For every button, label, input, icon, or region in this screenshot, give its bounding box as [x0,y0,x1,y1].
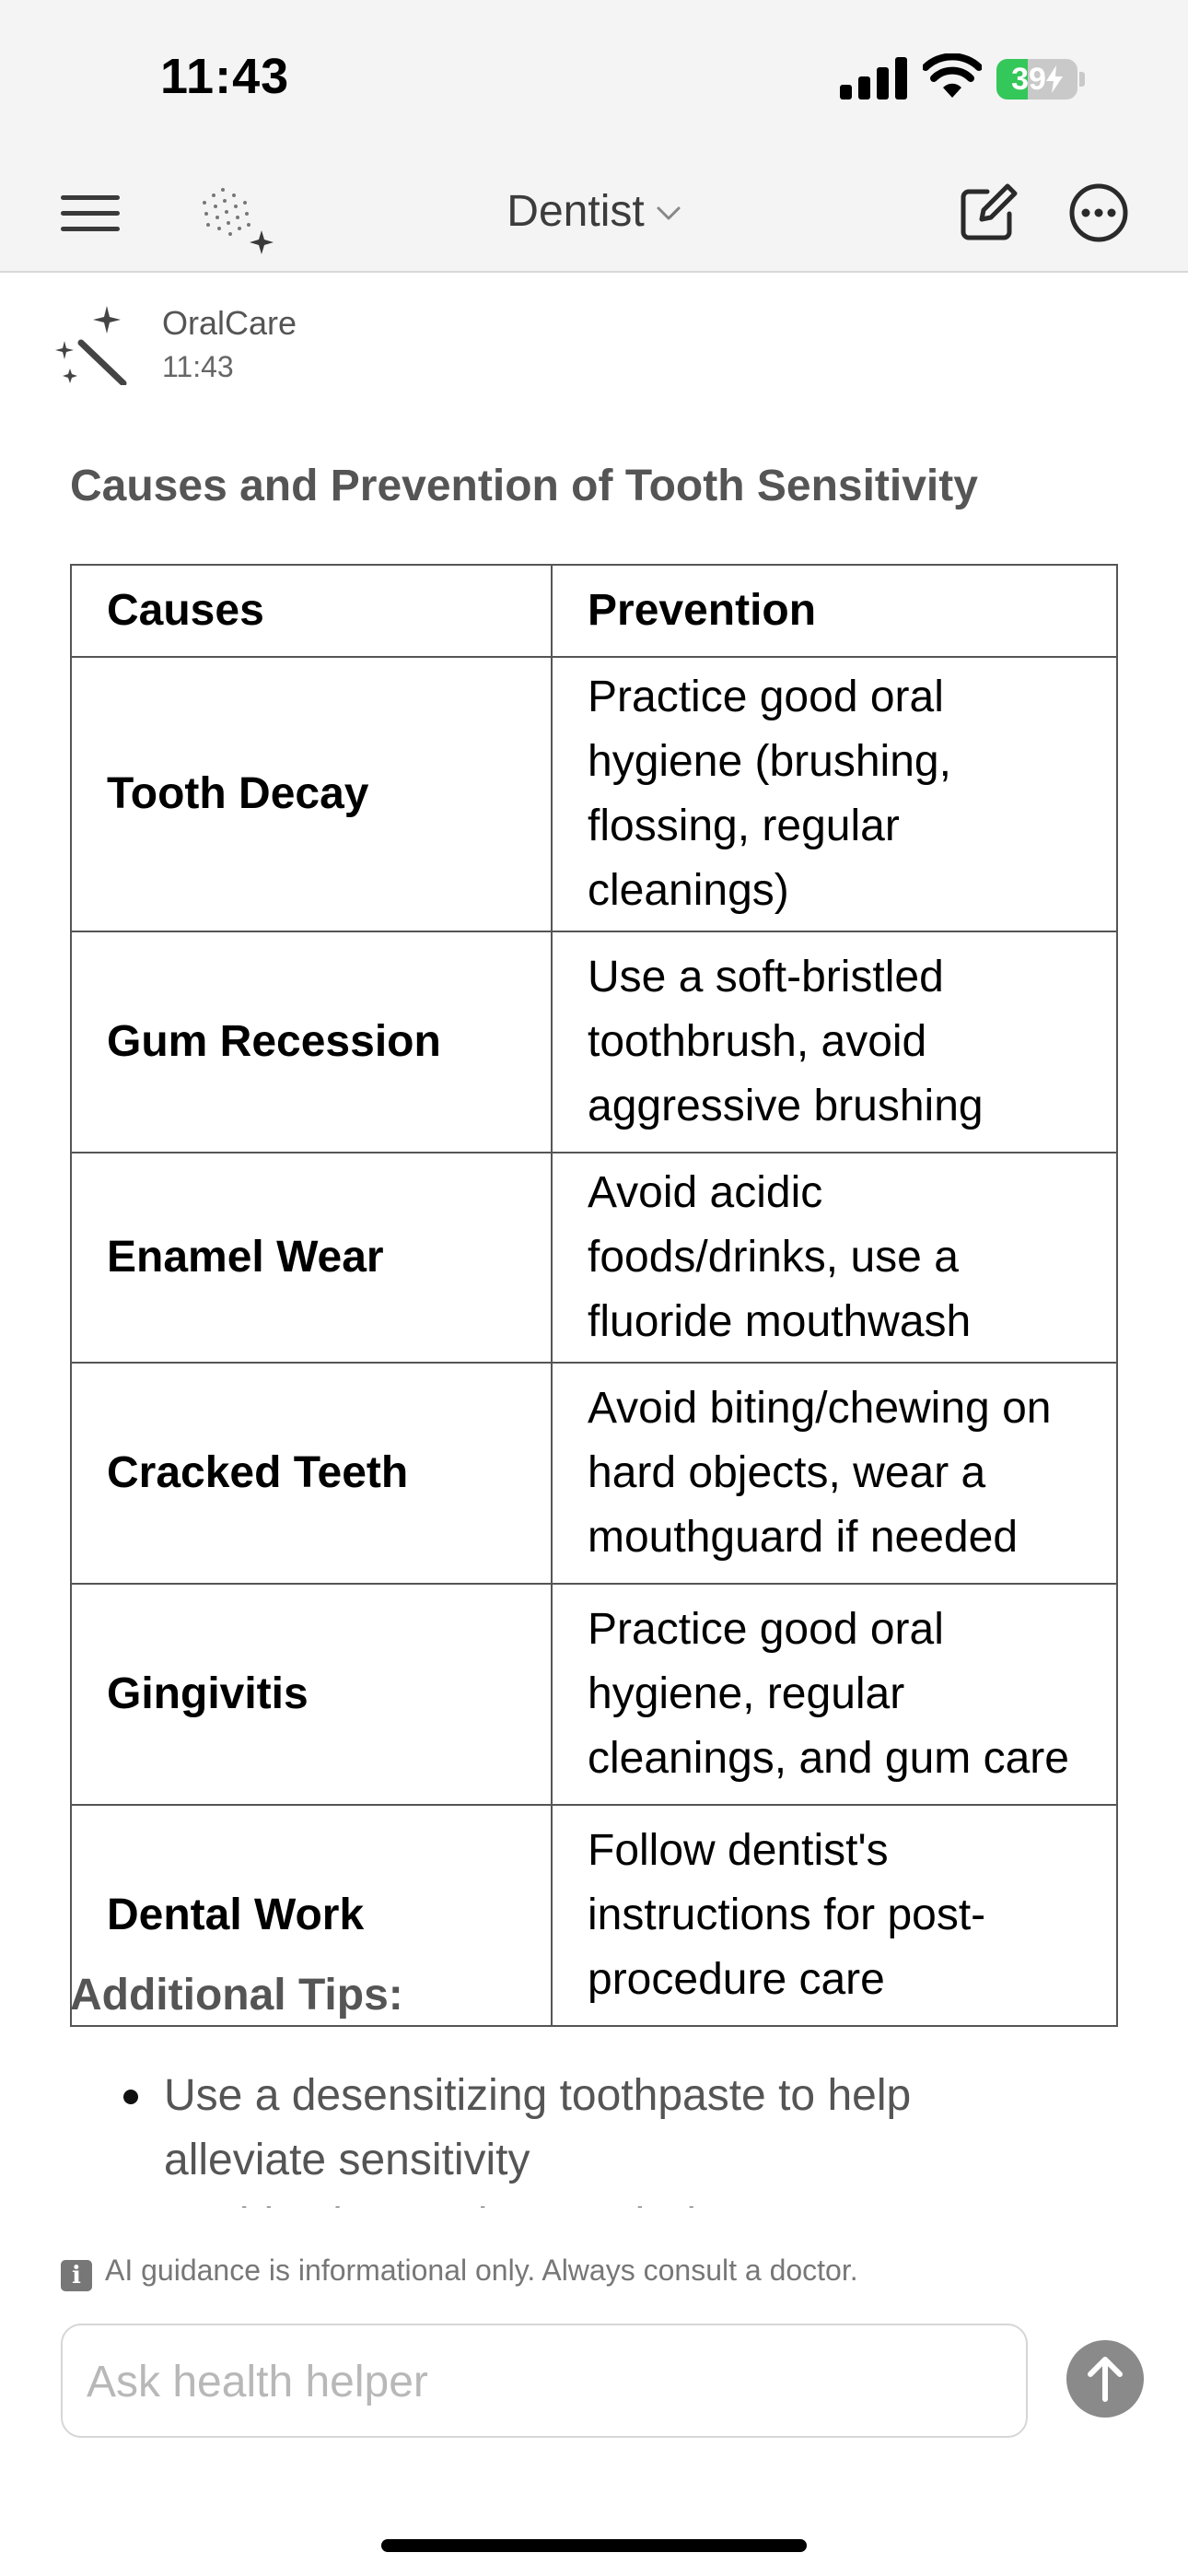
magic-wand-icon [50,302,133,385]
status-time: 11:43 [160,49,290,104]
table-row [71,1584,1117,1805]
table-row [71,1153,1117,1363]
prevention-cell: Use a soft-bristled toothbrush, avoid aggressive brushing [552,931,1117,1153]
tip-text: Use a desensitizing toothpaste to help alleviate sensitivity [164,2071,912,2184]
tips-heading: Additional Tips: [70,1971,403,2020]
content-fade [0,2207,1188,2259]
bullet-icon [123,2090,138,2104]
send-button[interactable] [1066,2340,1144,2418]
chevron-down-icon [656,205,681,222]
header-causes: Causes [71,565,552,657]
cause-cell: Gingivitis [71,1584,552,1805]
nav-bar [0,157,1188,273]
chat-input-box[interactable] [61,2324,1028,2438]
compose-icon[interactable] [958,182,1019,243]
cause-cell: Dental Work [71,1805,552,2026]
cause-cell: Enamel Wear [71,1153,552,1363]
sensitivity-table [70,564,1118,2027]
prevention-cell: Follow dentist's instructions for post-procedure care [552,1805,1117,2026]
header-prevention: Prevention [552,565,1117,657]
table-row [71,657,1117,931]
response-title: Causes and Prevention of Tooth Sensitivity [70,462,978,510]
battery-icon [996,59,1087,100]
status-bar [0,0,1188,157]
message-time: 11:43 [162,350,234,383]
cause-cell: Cracked Teeth [71,1363,552,1584]
cause-cell: Gum Recession [71,931,552,1153]
table-row [71,1363,1117,1584]
disclaimer [61,2254,858,2291]
prevention-cell: Avoid biting/chewing on hard objects, wear a mouthguard if needed [552,1363,1117,1584]
charging-bolt-icon [1046,65,1063,93]
prevention-cell: Practice good oral hygiene, regular cleanings, and gum care [552,1584,1117,1805]
cause-cell: Tooth Decay [71,657,552,931]
chat-input[interactable] [85,2348,1000,2416]
more-icon[interactable] [1068,182,1129,243]
wifi-icon [923,53,982,100]
list-item [92,2064,1013,2193]
home-indicator [381,2539,807,2552]
signal-icon [840,57,908,100]
battery-level: 39 [996,59,1077,100]
info-icon: i [61,2260,92,2291]
chat-title: Dentist [507,187,645,236]
arrow-up-icon [1066,2340,1144,2418]
sender-name: OralCare [162,304,297,342]
prevention-cell: Avoid acidic foods/drinks, use a fluoride mouthwash [552,1153,1117,1363]
table-header-row [71,565,1117,657]
prevention-cell: Practice good oral hygiene (brushing, flossing, regular cleanings) [552,657,1117,931]
disclaimer-text: AI guidance is informational only. Always consult a doctor. [105,2254,858,2287]
table-row [71,931,1117,1153]
